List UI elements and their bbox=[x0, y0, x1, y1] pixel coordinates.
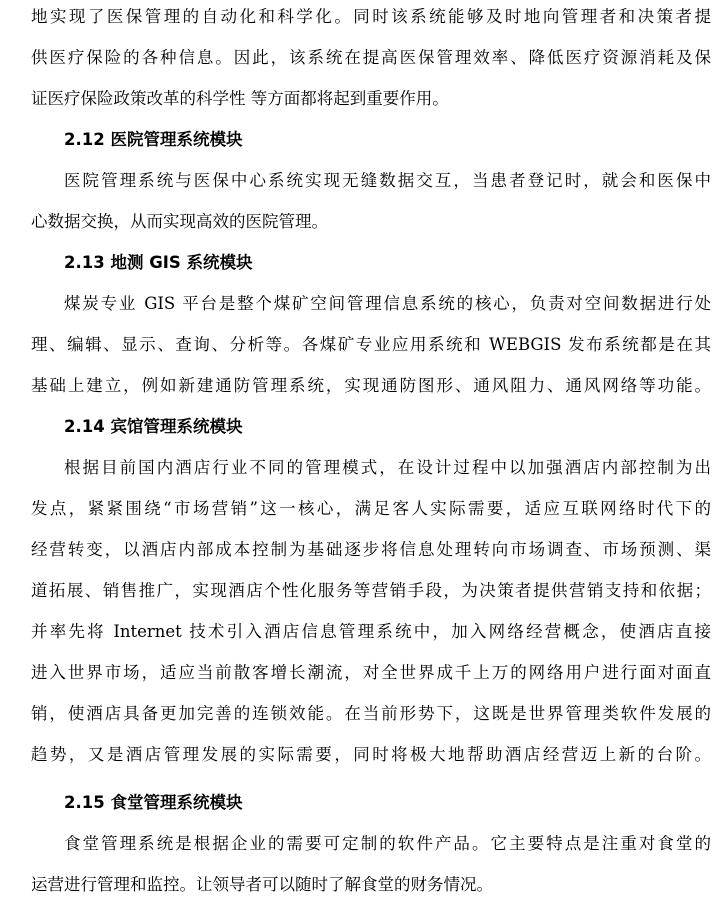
section-heading-2-12: 2.12 医院管理系统模块 bbox=[64, 130, 243, 149]
intro-line-3: 证医疗保险政策改革的科学性 等方面都将起到重要作用。 bbox=[31, 89, 449, 108]
section-heading-2-14: 2.14 宾馆管理系统模块 bbox=[64, 417, 243, 436]
intro-line-1: 地实现了医保管理的自动化和科学化。同时该系统能够及时地向管理者和决策者提 bbox=[31, 7, 711, 26]
section-2-15-line-1: 食堂管理系统是根据企业的需要可定制的软件产品。它主要特点是注重对食堂的 bbox=[64, 834, 711, 853]
section-2-14-line-7: 销，使酒店具备更加完善的连锁效能。在当前形势下，这既是世界管理类软件发展的 bbox=[31, 704, 711, 723]
section-heading-2-13: 2.13 地测 GIS 系统模块 bbox=[64, 253, 253, 272]
section-2-14-line-3: 经营转变，以酒店内部成本控制为基础逐步将信息处理转向市场调查、市场预测、渠 bbox=[31, 540, 711, 559]
section-heading-2-15: 2.15 食堂管理系统模块 bbox=[64, 793, 243, 812]
section-2-14-line-2: 发点，紧紧围绕“市场营销”这一核心，满足客人实际需要，适应互联网络时代下的 bbox=[31, 499, 711, 518]
section-2-14-line-4: 道拓展、销售推广，实现酒店个性化服务等营销手段，为决策者提供营销支持和依据； bbox=[31, 581, 711, 600]
section-2-14-line-5: 并率先将 Internet 技术引入酒店信息管理系统中，加入网络经营概念，使酒店直接 bbox=[31, 622, 711, 641]
section-2-14-line-8: 趋势，又是酒店管理发展的实际需要，同时将极大地帮助酒店经营迈上新的台阶。 bbox=[31, 745, 711, 764]
intro-line-2: 供医疗保险的各种信息。因此，该系统在提高医保管理效率、降低医疗资源消耗及保 bbox=[31, 48, 711, 67]
section-2-14-line-1: 根据目前国内酒店行业不同的管理模式，在设计过程中以加强酒店内部控制为出 bbox=[64, 458, 711, 477]
section-2-13-line-2: 理、编辑、显示、查询、分析等。各煤矿专业应用系统和 WEBGIS 发布系统都是在其 bbox=[31, 335, 711, 354]
section-2-14-line-6: 进入世界市场，适应当前散客增长潮流，对全世界成千上万的网络用户进行面对面直 bbox=[31, 663, 711, 682]
section-2-12-line-1: 医院管理系统与医保中心系统实现无缝数据交互，当患者登记时，就会和医保中 bbox=[64, 171, 711, 190]
section-2-13-line-3: 基础上建立，例如新建通防管理系统，实现通防图形、通风阻力、通风网络等功能。 bbox=[31, 376, 711, 395]
section-2-13-line-1: 煤炭专业 GIS 平台是整个煤矿空间管理信息系统的核心，负责对空间数据进行处 bbox=[64, 294, 711, 313]
section-2-15-line-2: 运营进行管理和监控。让领导者可以随时了解食堂的财务情况。 bbox=[31, 875, 493, 894]
section-2-12-line-2: 心数据交换，从而实现高效的医院管理。 bbox=[31, 212, 328, 231]
